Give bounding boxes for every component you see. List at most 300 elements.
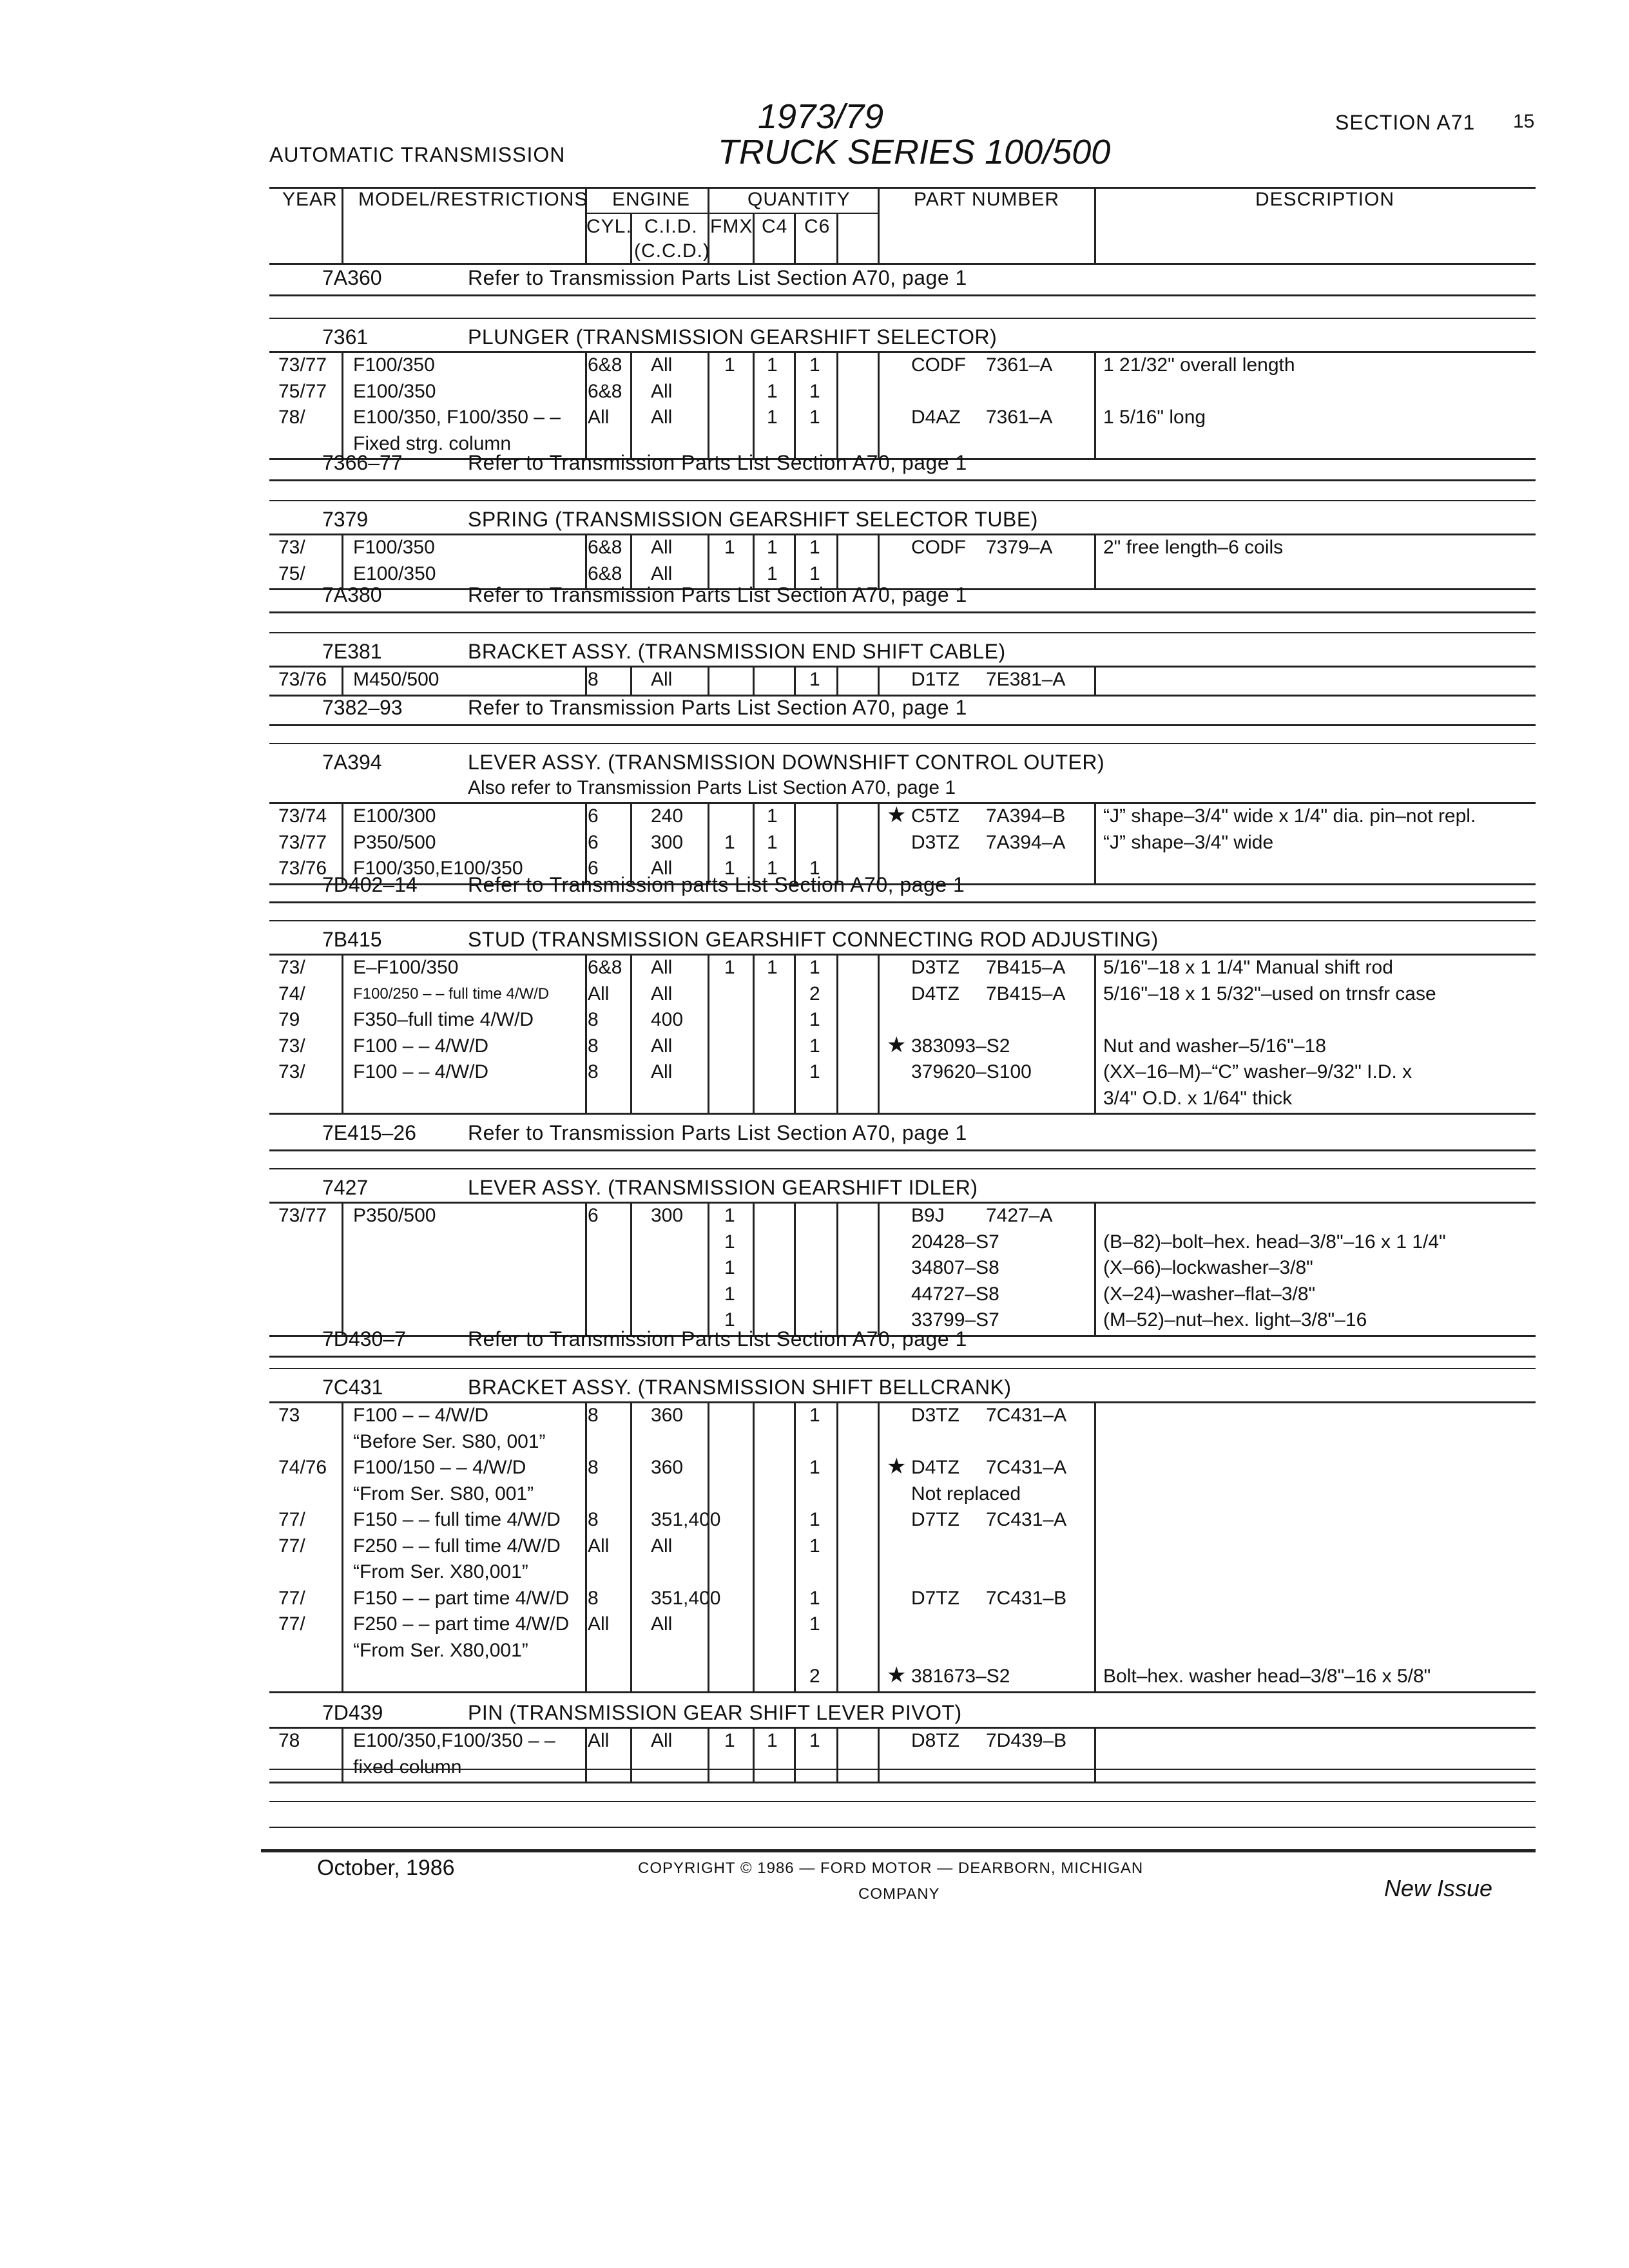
row-cid: 400: [651, 1009, 684, 1030]
row-qty-fmx: 1: [724, 858, 735, 879]
column-rule: [836, 352, 838, 458]
row-qty-c6: 1: [809, 1457, 820, 1478]
row-part-prefix: D3TZ: [911, 1405, 959, 1426]
column-rule: [1094, 1203, 1096, 1335]
column-rule: [630, 1203, 632, 1335]
row-part-number: 7B415–A: [986, 983, 1066, 1004]
row-part-number: 34807–S8: [911, 1257, 999, 1278]
row-description: (X–66)–lockwasher–3/8": [1103, 1257, 1313, 1278]
column-rule: [836, 667, 838, 695]
column-rule: [708, 535, 709, 588]
row-cyl: 6&8: [588, 562, 622, 584]
row-model: F250 – – part time 4/W/D: [353, 1613, 570, 1635]
section-code: 7C431: [322, 1376, 383, 1399]
column-rule: [342, 955, 343, 1113]
col-engine: ENGINE: [612, 189, 691, 210]
col-cyl: CYL.: [586, 216, 632, 237]
star-icon: ★: [887, 803, 907, 827]
row-qty-c4: 1: [767, 831, 778, 853]
section-title: LEVER ASSY. (TRANSMISSION GEARSHIFT IDLER): [468, 1176, 978, 1199]
row-part-number: 20428–S7: [911, 1231, 999, 1253]
column-rule: [794, 1203, 796, 1335]
row-description: Bolt–hex. washer head–3/8"–16 x 5/8": [1103, 1666, 1431, 1687]
row-rule: [269, 743, 1536, 744]
row-year: 74/: [278, 983, 305, 1004]
section-code: 7366–77: [322, 451, 403, 474]
row-qty-c6: 1: [809, 1509, 820, 1530]
row-rule: [269, 666, 1536, 668]
column-rule: [878, 535, 880, 588]
column-rule: [878, 1203, 880, 1335]
column-rule: [753, 1728, 755, 1782]
column-rule: [836, 955, 838, 1113]
section-title: SPRING (TRANSMISSION GEARSHIFT SELECTOR TUBE): [468, 508, 1038, 531]
row-cid: All: [651, 537, 673, 558]
row-rule: [269, 901, 1536, 903]
row-cyl: 6&8: [588, 354, 622, 376]
section-code: 7A394: [322, 751, 382, 774]
row-year: 73/: [278, 957, 305, 978]
column-rule: [1094, 1403, 1096, 1691]
row-cyl: 8: [588, 1405, 599, 1426]
col-description: DESCRIPTION: [1255, 189, 1395, 210]
column-rule: [878, 1403, 880, 1691]
row-qty-c4: 1: [767, 354, 778, 376]
row-qty-c4: 1: [767, 1730, 778, 1751]
row-cyl: 6: [588, 858, 599, 879]
row-qty-fmx: 1: [724, 957, 735, 978]
row-cyl: 8: [588, 1009, 599, 1030]
row-model: “Before Ser. S80, 001”: [353, 1430, 546, 1452]
row-part-number: 381673–S2: [911, 1666, 1010, 1687]
row-rule: [269, 1782, 1536, 1783]
section-title: BRACKET ASSY. (TRANSMISSION SHIFT BELLCRANK): [468, 1376, 1012, 1399]
column-rule: [342, 1728, 343, 1782]
row-part-number: 33799–S7: [911, 1309, 999, 1331]
row-part-prefix: CODF: [911, 537, 966, 558]
column-rule: [585, 1203, 587, 1335]
row-cid: 351,400: [651, 1587, 721, 1609]
col-fmx: FMX: [710, 216, 753, 237]
column-rule: [794, 803, 796, 883]
row-description: “J” shape–3/4" wide: [1103, 831, 1274, 853]
column-rule: [794, 667, 796, 695]
row-cid: All: [651, 380, 673, 402]
row-qty-fmx: 1: [724, 1730, 735, 1751]
row-part-prefix: D4AZ: [911, 407, 961, 428]
row-year: 73: [278, 1405, 300, 1426]
star-icon: ★: [887, 1663, 907, 1687]
row-cid: All: [651, 1035, 673, 1057]
column-rule: [1094, 352, 1096, 458]
column-rule: [585, 1728, 587, 1782]
category-title: AUTOMATIC TRANSMISSION: [269, 143, 566, 166]
row-year: 77/: [278, 1509, 305, 1530]
row-qty-c6: 1: [809, 1009, 820, 1030]
row-rule: [269, 318, 1536, 319]
row-qty-c6: 1: [809, 669, 820, 690]
col-part-number: PART NUMBER: [914, 189, 1060, 210]
column-rule: [585, 803, 587, 883]
row-cid: All: [651, 1061, 673, 1082]
column-rule: [630, 1728, 632, 1782]
row-model: F150 – – full time 4/W/D: [353, 1509, 561, 1530]
row-cid: All: [651, 858, 673, 879]
column-rule: [794, 955, 796, 1113]
row-part-prefix: D3TZ: [911, 831, 959, 853]
row-cid: All: [651, 562, 673, 584]
column-rule: [753, 535, 755, 588]
section-code: 7A360: [322, 266, 382, 289]
row-cid: 240: [651, 805, 684, 827]
section-code: 7379: [322, 508, 369, 531]
row-part-number: 7E381–A: [986, 669, 1066, 690]
column-rule: [342, 803, 343, 883]
section-title: BRACKET ASSY. (TRANSMISSION END SHIFT CABLE): [468, 640, 1006, 663]
section-code: 7B415: [322, 928, 382, 951]
row-rule: [269, 1113, 1536, 1115]
row-rule: [269, 294, 1536, 296]
column-rule: [708, 1403, 709, 1691]
column-rule: [342, 352, 343, 458]
row-cyl: 6: [588, 831, 599, 853]
section-title: Refer to Transmission Parts List Section A70, page 1: [468, 266, 967, 289]
row-year: 73/77: [278, 354, 327, 376]
row-rule: [269, 1801, 1536, 1802]
row-cid: All: [651, 1613, 673, 1635]
row-part-prefix: D8TZ: [911, 1730, 959, 1751]
row-description: 5/16"–18 x 1 5/32"–used on trnsfr case: [1103, 983, 1436, 1004]
row-cid: 300: [651, 831, 684, 853]
row-year: 77/: [278, 1587, 305, 1609]
footer-copyright: COPYRIGHT © 1986 — FORD MOTOR — DEARBORN, MICHIGAN: [638, 1860, 1144, 1877]
row-year: 73/74: [278, 805, 327, 827]
row-cid: All: [651, 957, 673, 978]
column-rule: [630, 955, 632, 1113]
row-rule: [269, 1401, 1536, 1403]
column-rule: [1094, 1728, 1096, 1782]
row-year: 73/76: [278, 669, 327, 690]
section-code: 7427: [322, 1176, 369, 1199]
row-part-number: 7361–A: [986, 354, 1053, 376]
row-year: 73/76: [278, 858, 327, 879]
row-model: F100/350,E100/350: [353, 858, 523, 879]
row-model: P350/500: [353, 1205, 436, 1226]
row-model: E100/300: [353, 805, 436, 827]
col-ccd: (C.C.D.): [634, 240, 710, 262]
row-rule: [269, 479, 1536, 481]
row-description: 5/16"–18 x 1 1/4" Manual shift rod: [1103, 957, 1393, 978]
row-qty-fmx: 1: [724, 537, 735, 558]
section-code: 7A380: [322, 583, 382, 606]
row-model: F100/350: [353, 537, 435, 558]
column-rule: [342, 667, 343, 695]
row-qty-fmx: 1: [724, 831, 735, 853]
star-icon: ★: [887, 1032, 907, 1057]
row-cid: All: [651, 1730, 673, 1751]
column-rule: [585, 955, 587, 1113]
row-qty-c4: 1: [767, 858, 778, 879]
row-model: E100/350: [353, 380, 436, 402]
row-qty-fmx: 1: [724, 1231, 735, 1253]
row-cyl: 8: [588, 669, 599, 690]
row-year: 79: [278, 1009, 300, 1030]
row-cid: All: [651, 983, 673, 1004]
row-year: 77/: [278, 1535, 305, 1557]
row-cyl: 6&8: [588, 957, 622, 978]
row-year: 77/: [278, 1613, 305, 1635]
row-part-prefix: D3TZ: [911, 957, 959, 978]
column-rule: [708, 352, 709, 458]
col-c6: C6: [804, 216, 831, 237]
section-title: Refer to Transmission Parts List Section A70, page 1: [468, 451, 967, 474]
section-code: 7D402–14: [322, 873, 418, 896]
row-model: Fixed strg. column: [353, 432, 512, 454]
row-qty-c6: 1: [809, 1587, 820, 1609]
column-rule: [753, 955, 755, 1113]
row-model: F100 – – 4/W/D: [353, 1061, 489, 1082]
section-title: PIN (TRANSMISSION GEAR SHIFT LEVER PIVOT): [468, 1701, 962, 1724]
section-code: 7361: [322, 325, 369, 349]
row-cyl: All: [588, 983, 610, 1004]
col-quantity: QUANTITY: [747, 189, 851, 210]
star-icon: ★: [887, 1454, 907, 1479]
column-rule: [708, 1728, 709, 1782]
row-qty-c4: 1: [767, 537, 778, 558]
row-part-number: 7361–A: [986, 407, 1053, 428]
section-title: STUD (TRANSMISSION GEARSHIFT CONNECTING ROD ADJUSTING): [468, 928, 1159, 951]
footer-date: October, 1986: [317, 1856, 455, 1880]
row-cyl: 6&8: [588, 537, 622, 558]
row-part-prefix: C5TZ: [911, 805, 959, 827]
row-cyl: 8: [588, 1587, 599, 1609]
row-model: E–F100/350: [353, 957, 459, 978]
row-part-prefix: D7TZ: [911, 1509, 959, 1530]
row-qty-c4: 1: [767, 380, 778, 402]
column-rule: [1094, 535, 1096, 588]
row-part-prefix: B9J: [911, 1205, 945, 1226]
column-rule: [585, 1403, 587, 1691]
row-year: 73/77: [278, 1205, 327, 1226]
row-qty-c6: 1: [809, 1535, 820, 1557]
row-qty-c6: 1: [809, 407, 820, 428]
page-number: 15: [1513, 111, 1535, 132]
row-part-number: 7A394–B: [986, 805, 1066, 827]
row-model: F100 – – 4/W/D: [353, 1405, 489, 1426]
footer-company: COMPANY: [858, 1885, 940, 1903]
row-part-number: 7379–A: [986, 537, 1053, 558]
section-label: SECTION A71: [1335, 111, 1476, 134]
row-qty-fmx: 1: [724, 1205, 735, 1226]
column-rule: [342, 535, 343, 588]
section-title: Refer to Transmission Parts List Section A70, page 1: [468, 696, 967, 719]
row-year: 75/: [278, 562, 305, 584]
section-code: 7382–93: [322, 696, 403, 719]
column-rule: [1094, 803, 1096, 883]
row-qty-c6: 2: [809, 983, 820, 1004]
row-cid: 360: [651, 1457, 684, 1478]
column-rule: [878, 1728, 880, 1782]
column-rule: [1094, 955, 1096, 1113]
column-rule: [342, 1203, 343, 1335]
column-rule: [878, 803, 880, 883]
row-cid: 351,400: [651, 1509, 721, 1530]
row-rule: [269, 632, 1536, 633]
page-title: TRUCK SERIES 100/500: [718, 133, 1111, 171]
row-qty-c4: 1: [767, 805, 778, 827]
row-part-prefix: D1TZ: [911, 669, 959, 690]
row-cyl: All: [588, 1535, 610, 1557]
col-model: MODEL/RESTRICTIONS: [358, 189, 588, 210]
row-rule: [269, 351, 1536, 353]
row-cid: All: [651, 407, 673, 428]
column-rule: [878, 667, 880, 695]
column-rule: [630, 1403, 632, 1691]
row-qty-c6: 1: [809, 1613, 820, 1635]
row-part-number: 7C431–A: [986, 1457, 1067, 1478]
column-rule: [753, 1203, 755, 1335]
row-model: E100/350,F100/350 – –: [353, 1730, 555, 1751]
row-rule: [269, 920, 1536, 921]
row-qty-c6: 1: [809, 1730, 820, 1751]
row-part-number: 379620–S100: [911, 1061, 1032, 1082]
column-rule: [630, 535, 632, 588]
row-model: F150 – – part time 4/W/D: [353, 1587, 570, 1609]
row-part-number: Not replaced: [911, 1483, 1021, 1504]
section-code: 7E381: [322, 640, 382, 663]
column-rule: [630, 667, 632, 695]
column-rule: [585, 535, 587, 588]
column-rule: [708, 955, 709, 1113]
section-code: 7D439: [322, 1701, 383, 1724]
footer-issue: New Issue: [1384, 1875, 1493, 1901]
row-qty-c6: 1: [809, 858, 820, 879]
col-c4: C4: [762, 216, 788, 237]
row-model: “From Ser. X80,001”: [353, 1561, 528, 1582]
row-year: 78: [278, 1730, 300, 1751]
row-qty-c6: 1: [809, 380, 820, 402]
column-rule: [836, 803, 838, 883]
row-model: “From Ser. S80, 001”: [353, 1483, 534, 1504]
row-cid: All: [651, 354, 673, 376]
row-cyl: 6: [588, 1205, 599, 1226]
row-description: 2" free length–6 coils: [1103, 537, 1284, 558]
row-year: 73/: [278, 1035, 305, 1057]
row-rule: [269, 1168, 1536, 1169]
row-model: F250 – – full time 4/W/D: [353, 1535, 561, 1557]
row-qty-fmx: 1: [724, 1309, 735, 1331]
row-part-prefix: D4TZ: [911, 983, 959, 1004]
row-description: 1 5/16" long: [1103, 407, 1206, 428]
column-rule: [836, 1203, 838, 1335]
row-qty-c6: 1: [809, 1035, 820, 1057]
row-qty-c6: 1: [809, 562, 820, 584]
row-part-number: 7C431–A: [986, 1405, 1067, 1426]
row-rule: [269, 500, 1536, 501]
column-rule: [753, 803, 755, 883]
row-model: fixed column: [353, 1756, 462, 1778]
column-rule: [794, 535, 796, 588]
row-qty-c6: 1: [809, 957, 820, 978]
row-rule: [269, 611, 1536, 613]
row-cyl: 8: [588, 1035, 599, 1057]
section-title: LEVER ASSY. (TRANSMISSION DOWNSHIFT CONTROL OUTER): [468, 751, 1105, 774]
row-year: 73/: [278, 1061, 305, 1082]
row-qty-c6: 1: [809, 354, 820, 376]
column-rule: [753, 1403, 755, 1691]
row-cyl: 8: [588, 1457, 599, 1478]
column-rule: [708, 1203, 709, 1335]
row-part-number: 383093–S2: [911, 1035, 1010, 1057]
column-rule: [753, 352, 755, 458]
column-rule: [708, 667, 709, 695]
row-model: F350–full time 4/W/D: [353, 1009, 534, 1030]
row-cyl: All: [588, 1730, 610, 1751]
row-description: 1 21/32" overall length: [1103, 354, 1295, 376]
row-cid: 360: [651, 1405, 684, 1426]
col-cid: C.I.D.: [644, 216, 698, 237]
section-title: Refer to Transmission Parts List Section A70, page 1: [468, 1121, 967, 1144]
row-part-number: 7D439–B: [986, 1730, 1067, 1751]
column-rule: [708, 803, 709, 883]
column-rule: [630, 352, 632, 458]
row-qty-c4: 1: [767, 957, 778, 978]
row-year: 75/77: [278, 380, 327, 402]
row-year: 73/77: [278, 831, 327, 853]
row-part-number: 7C431–A: [986, 1509, 1067, 1530]
row-model: F100 – – 4/W/D: [353, 1035, 489, 1057]
row-part-number: 7427–A: [986, 1205, 1053, 1226]
column-rule: [836, 1728, 838, 1782]
row-part-prefix: D4TZ: [911, 1457, 959, 1478]
row-qty-c6: 1: [809, 537, 820, 558]
row-rule: [269, 1149, 1536, 1151]
row-description: “J” shape–3/4" wide x 1/4" dia. pin–not repl.: [1103, 805, 1476, 827]
year-range: 1973/79: [758, 97, 884, 136]
row-qty-c6: 2: [809, 1666, 820, 1687]
row-part-number: 44727–S8: [911, 1283, 999, 1305]
section-title: Refer to Transmission Parts List Section A70, page 1: [468, 1327, 967, 1350]
row-rule: [269, 1356, 1536, 1358]
section-code: 7E415–26: [322, 1121, 416, 1144]
row-qty-fmx: 1: [724, 354, 735, 376]
row-rule: [269, 1691, 1536, 1693]
column-rule: [585, 352, 587, 458]
row-qty-c4: 1: [767, 562, 778, 584]
column-rule: [836, 535, 838, 588]
row-cyl: 6&8: [588, 380, 622, 402]
row-model: P350/500: [353, 831, 436, 853]
column-rule: [836, 1403, 838, 1691]
row-cyl: All: [588, 1613, 610, 1635]
row-rule: [269, 724, 1536, 726]
row-rule: [269, 1202, 1536, 1204]
row-description: (M–52)–nut–hex. light–3/8"–16: [1103, 1309, 1367, 1331]
section-title: PLUNGER (TRANSMISSION GEARSHIFT SELECTOR): [468, 325, 998, 349]
row-cyl: 8: [588, 1509, 599, 1530]
section-title: Refer to Transmission Parts List Section A70, page 1: [468, 583, 967, 606]
section-note: Also refer to Transmission Parts List Section A70, page 1: [468, 777, 956, 798]
section-title: Refer to Transmission parts List Section A70, page 1: [468, 873, 965, 896]
row-model: F100/150 – – 4/W/D: [353, 1457, 526, 1478]
row-cid: All: [651, 1535, 673, 1557]
row-model: F100/350: [353, 354, 435, 376]
row-model: M450/500: [353, 669, 439, 690]
row-cid: All: [651, 669, 673, 690]
column-rule: [1094, 667, 1096, 695]
row-model: E100/350: [353, 562, 436, 584]
column-rule: [878, 352, 880, 458]
